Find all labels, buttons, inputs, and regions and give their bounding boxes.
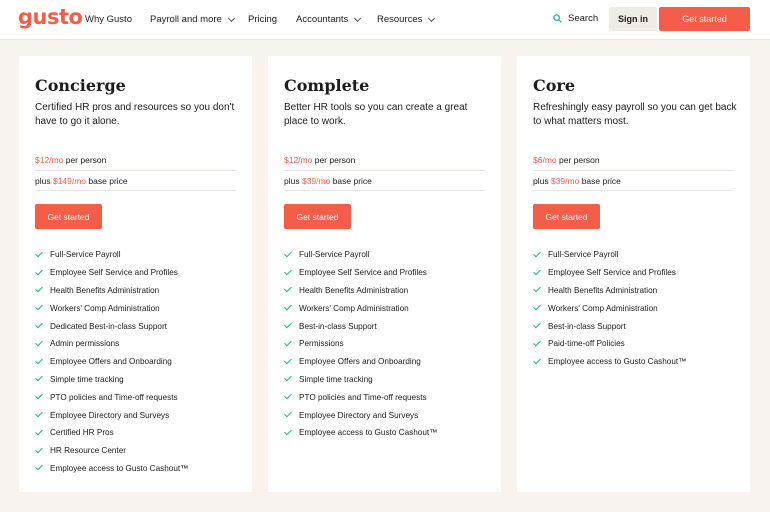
divider (35, 190, 236, 191)
price-amount: $6/mo (533, 155, 557, 165)
checkmark-icon (35, 250, 43, 258)
base-prefix: plus (284, 176, 302, 186)
feature-label: Best-in-class Support (548, 321, 626, 331)
plan-description: Refreshingly easy payroll so you can get back to what matters most. (533, 102, 737, 127)
per-person-price (284, 155, 485, 165)
feature-label: Full-Service Payroll (299, 250, 370, 260)
feature-label: Best-in-class Support (299, 321, 377, 331)
checkmark-icon (533, 321, 541, 329)
base-suffix: base price (86, 176, 128, 186)
get-started-button[interactable]: Get started (35, 204, 102, 229)
feature-label: Employee Directory and Surveys (299, 410, 419, 420)
divider (284, 190, 485, 191)
base-prefix: plus (533, 176, 551, 186)
feature-item (35, 442, 188, 460)
nav-payroll-and-more[interactable] (150, 14, 234, 25)
feature-label: Simple time tracking (299, 374, 373, 384)
feature-label: Employee Offers and Onboarding (299, 357, 421, 367)
feature-item (533, 299, 686, 317)
feature-item (35, 317, 188, 335)
feature-item (284, 388, 437, 406)
checkmark-icon (284, 410, 292, 418)
checkmark-icon (35, 392, 43, 400)
divider (533, 190, 734, 191)
feature-label: Admin permissions (50, 339, 120, 349)
checkmark-icon (533, 250, 541, 258)
gusto-logo[interactable]: gusto (18, 5, 83, 29)
feature-list (35, 246, 188, 477)
checkmark-icon (35, 445, 43, 453)
checkmark-icon (533, 267, 541, 275)
feature-label: Employee access to Gusto Cashout™ (50, 463, 189, 473)
checkmark-icon (284, 356, 292, 364)
feature-label: PTO policies and Time-off requests (50, 392, 178, 402)
checkmark-icon (284, 427, 292, 435)
feature-item (284, 246, 437, 264)
base-prefix: plus (35, 176, 53, 186)
feature-label: Health Benefits Administration (548, 285, 658, 295)
per-person-price (533, 155, 734, 165)
feature-label: Employee Self Service and Profiles (548, 268, 676, 278)
feature-label: Employee access to Gusto Cashout™ (299, 428, 438, 438)
base-amount: $39/mo (550, 176, 580, 186)
checkmark-icon (284, 374, 292, 382)
checkmark-icon (284, 250, 292, 258)
base-suffix: base price (579, 176, 621, 186)
feature-item (35, 424, 188, 442)
plan-title: Core (533, 76, 576, 95)
nav-why-gusto[interactable] (85, 14, 132, 25)
checkmark-icon (533, 285, 541, 293)
feature-label: Certified HR Pros (50, 428, 114, 438)
checkmark-icon (35, 267, 43, 275)
feature-item (35, 388, 188, 406)
nav-item-label: Accountants (296, 14, 349, 25)
feature-item (35, 264, 188, 282)
price-amount: $12/mo (35, 155, 64, 165)
feature-label: PTO policies and Time-off requests (299, 392, 427, 402)
plan-card-complete (268, 56, 501, 492)
feature-list (284, 246, 437, 442)
feature-item (533, 246, 686, 264)
feature-item (284, 406, 437, 424)
feature-label: Health Benefits Administration (50, 285, 160, 295)
feature-label: Employee Self Service and Profiles (299, 268, 427, 278)
feature-item (284, 371, 437, 389)
feature-label: Employee Self Service and Profiles (50, 268, 178, 278)
feature-item (284, 335, 437, 353)
checkmark-icon (35, 303, 43, 311)
feature-item (533, 353, 686, 371)
nav-item-label: Resources (377, 14, 423, 25)
price-suffix: per person (63, 155, 107, 165)
search-button[interactable] (553, 13, 598, 24)
checkmark-icon (35, 463, 43, 471)
feature-label: Health Benefits Administration (299, 285, 409, 295)
nav-item-label: Pricing (248, 14, 278, 25)
feature-item (35, 246, 188, 264)
feature-item (35, 371, 188, 389)
feature-label: Full-Service Payroll (548, 250, 619, 260)
checkmark-icon (35, 285, 43, 293)
feature-label: Employee access to Gusto Cashout™ (548, 357, 687, 367)
checkmark-icon (533, 303, 541, 311)
search-icon (553, 14, 562, 23)
plan-card-core (517, 56, 750, 492)
checkmark-icon (35, 410, 43, 418)
checkmark-icon (284, 303, 292, 311)
checkmark-icon (284, 392, 292, 400)
feature-label: Dedicated Best-in-class Support (50, 321, 167, 331)
feature-item (284, 424, 437, 442)
feature-item (35, 460, 188, 478)
feature-label: Simple time tracking (50, 374, 124, 384)
base-suffix: base price (330, 176, 372, 186)
feature-item (533, 282, 686, 300)
checkmark-icon (35, 427, 43, 435)
base-price (35, 176, 236, 186)
nav-accountants[interactable] (296, 14, 360, 25)
search-label: Search (568, 13, 599, 24)
checkmark-icon (284, 321, 292, 329)
feature-item (35, 299, 188, 317)
checkmark-icon (284, 267, 292, 275)
feature-item (35, 406, 188, 424)
plan-title: Complete (284, 76, 370, 95)
checkmark-icon (533, 356, 541, 364)
nav-item-label: Why Gusto (85, 14, 132, 25)
feature-label: Full-Service Payroll (50, 250, 121, 260)
checkmark-icon (35, 321, 43, 329)
feature-item (284, 299, 437, 317)
feature-label: Paid-time-off Policies (548, 339, 625, 349)
feature-item (284, 317, 437, 335)
feature-label: Employee Offers and Onboarding (50, 357, 172, 367)
feature-item (533, 335, 686, 353)
plan-description: Better HR tools so you can create a great place to work. (284, 102, 468, 127)
price-amount: $12/mo (284, 155, 313, 165)
per-person-price (35, 155, 236, 165)
feature-item (35, 353, 188, 371)
plan-description: Certified HR pros and resources so you don't have to go it alone. (35, 102, 235, 127)
feature-item (284, 353, 437, 371)
chevron-down-icon (354, 14, 361, 21)
plan-card-concierge (19, 56, 252, 492)
base-price (533, 176, 734, 186)
base-amount: $39/mo (301, 176, 331, 186)
price-suffix: per person (556, 155, 600, 165)
divider (35, 170, 236, 171)
feature-item (284, 282, 437, 300)
base-price (284, 176, 485, 186)
divider (284, 170, 485, 171)
feature-label: Workers' Comp Administration (50, 303, 160, 313)
feature-label: HR Resource Center (50, 446, 126, 456)
feature-list (533, 246, 686, 371)
checkmark-icon (35, 338, 43, 346)
nav-resources[interactable] (377, 14, 434, 25)
feature-item (35, 335, 188, 353)
checkmark-icon (35, 356, 43, 364)
checkmark-icon (284, 285, 292, 293)
nav-get-started-button[interactable]: Get started (659, 7, 750, 31)
get-started-button[interactable]: Get started (533, 204, 600, 229)
base-amount: $149/mo (52, 176, 87, 186)
feature-item (533, 264, 686, 282)
feature-item (533, 317, 686, 335)
checkmark-icon (533, 338, 541, 346)
plan-title: Concierge (35, 76, 126, 95)
nav-pricing[interactable] (248, 14, 277, 25)
get-started-button[interactable]: Get started (284, 204, 351, 229)
chevron-down-icon (228, 14, 235, 21)
feature-item (35, 282, 188, 300)
feature-label: Workers' Comp Administration (299, 303, 409, 313)
feature-item (284, 264, 437, 282)
sign-in-button[interactable]: Sign in (609, 7, 657, 31)
checkmark-icon (284, 338, 292, 346)
feature-label: Employee Directory and Surveys (50, 410, 170, 420)
divider (533, 170, 734, 171)
feature-label: Workers' Comp Administration (548, 303, 658, 313)
price-suffix: per person (312, 155, 356, 165)
checkmark-icon (35, 374, 43, 382)
top-nav (0, 0, 770, 40)
nav-item-label: Payroll and more (150, 14, 222, 25)
chevron-down-icon (428, 14, 435, 21)
feature-label: Permissions (299, 339, 344, 349)
